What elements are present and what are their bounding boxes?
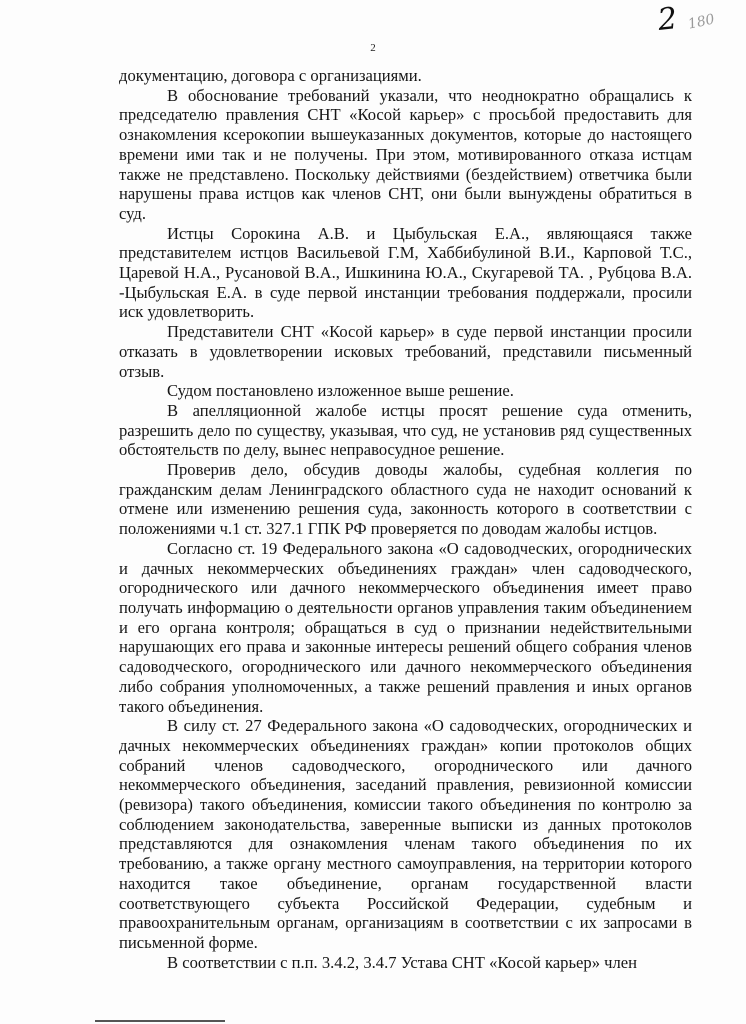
handwritten-case-page-number: 180 xyxy=(686,11,717,33)
paragraph: Истцы Сорокина А.В. и Цыбульская Е.А., являющаяся также представителем истцов Васильевой Г.М, Хаббибулиной В.И., Карповой Т.С., Царевой Н.А., Русановой В.А., Ишкинина Ю.А., Скугаревой ТА. , Рубцова В.А. -Цыбульская Е.А. в суде первой инстанции требования поддержали, просили иск удовлетворить. xyxy=(119,223,692,322)
paragraph: Представители СНТ «Косой карьер» в суде первой инстанции просили отказать в удовлетворении исковых требований, представили письменный отзыв. xyxy=(119,322,692,381)
paragraph: Согласно ст. 19 Федерального закона «О садоводческих, огороднических и дачных некоммерческих объединениях граждан» член садоводческого, огороднического или дачного некоммерческого объединения имеет право получать информацию о деятельности органов управления таким объединением и его органа контроля; обращаться в суд о признании недействительными нарушающих его права и законные интересы решений общего собрания членов садоводческого, огороднического или дачного некоммерческого объединения либо собрания уполномоченных, а также решений правления и иных органов такого объединения. xyxy=(119,538,692,716)
paragraph: В силу ст. 27 Федерального закона «О садоводческих, огороднических и дачных некоммерческих объединениях граждан» копии протоколов общих собраний членов садоводческого, огороднического или дачного некоммерческого объединения, заседаний правления, ревизионной комиссии (ревизора) такого объединения, комиссии такого объединения по контролю за соблюдением законодательства, заверенные выписки из данных протоколов представляются для ознакомления членам такого объединения по их требованию, а также органу местного самоуправления, на территории которого находится такое объединение, органам государственной власти соответствующего субъекта Российской Федерации, судебным и правоохранительным органам, организациям в соответствии с их запросами в письменной форме. xyxy=(119,716,692,952)
document-body xyxy=(119,66,692,972)
paragraph: Проверив дело, обсудив доводы жалобы, судебная коллегия по гражданским делам Ленинградского областного суда не находит оснований к отмене или изменению решения суда, законность которого в соответствии с положениями ч.1 ст. 327.1 ГПК РФ проверяется по доводам жалобы истцов. xyxy=(119,460,692,539)
paragraph: В обоснование требований указали, что неоднократно обращались к председателю правления СНТ «Косой карьер» с просьбой предоставить для ознакомления ксерокопии вышеуказанных документов, которые до настоящего времени ими так и не получены. При этом, мотивированного отказа истцам также не представлено. Поскольку действиями (бездействием) ответчика были нарушены права истцов как членов СНТ, они были вынуждены обратиться в суд. xyxy=(119,85,692,223)
handwritten-sheet-number: 2 xyxy=(656,1,679,38)
page-number: 2 xyxy=(370,42,376,54)
paragraph: В апелляционной жалобе истцы просят решение суда отменить, разрешить дело по существу, указывая, что суд, не установив ряд существенных обстоятельств по делу, вынес неправосудное решение. xyxy=(119,400,692,460)
paragraph: В соответствии с п.п. 3.4.2, 3.4.7 Устава СНТ «Косой карьер» член xyxy=(167,952,638,972)
scan-edge-artifact xyxy=(95,1020,225,1022)
paragraph: документацию, договора с организациями. xyxy=(119,66,422,85)
paragraph: Судом постановлено изложенное выше решение. xyxy=(167,381,514,401)
